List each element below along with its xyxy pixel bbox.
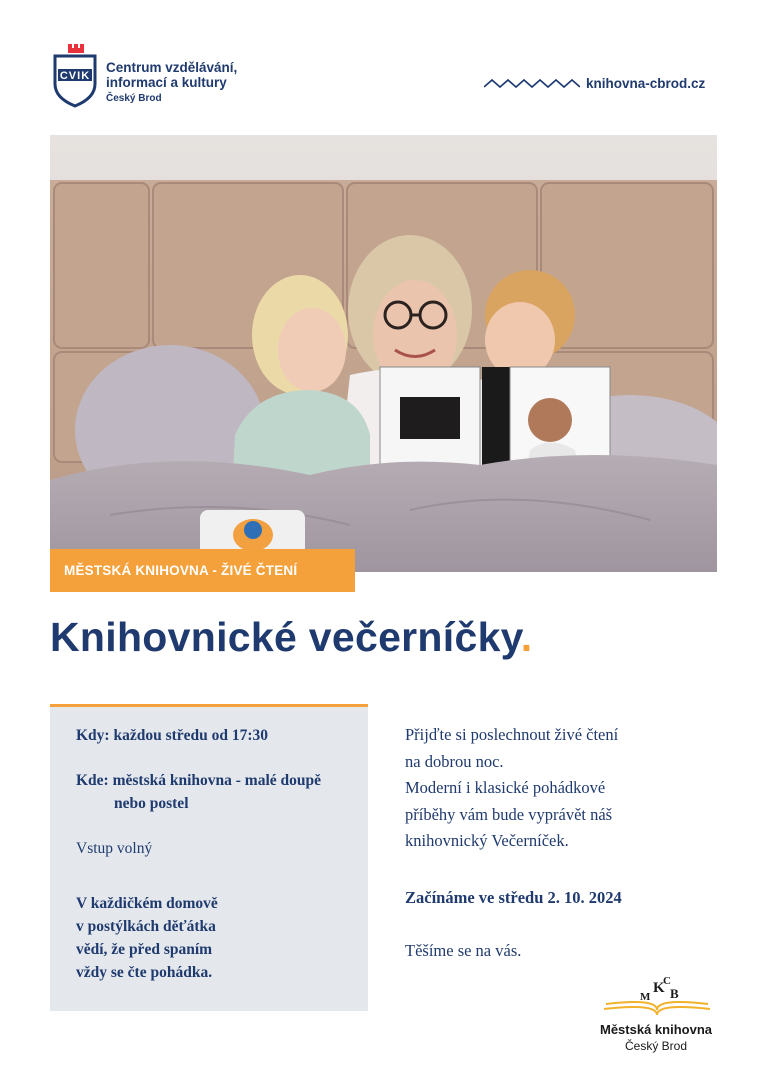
start-date: Začínáme ve středu 2. 10. 2024: [405, 888, 622, 907]
wave-decoration-icon: [484, 77, 580, 91]
description: [405, 722, 618, 855]
title-dot: .: [520, 614, 533, 660]
reading-photo: [50, 135, 717, 572]
category-tag: MĚSTSKÁ KNIHOVNA - ŽIVÉ ČTENÍ: [50, 549, 355, 592]
rhyme-line-1: V každičkém domově: [76, 895, 218, 912]
closing: Těšíme se na vás.: [405, 941, 522, 960]
svg-text:M: M: [640, 991, 651, 1003]
description-line-2: na dobrou noc.: [405, 751, 504, 771]
info-entry: Vstup volný: [76, 840, 153, 857]
org-name: [106, 60, 237, 106]
svg-text:C: C: [663, 975, 671, 987]
page-title: [50, 614, 532, 661]
svg-text:K: K: [653, 980, 665, 996]
description-line-1: Přijďte si poslechnout živé čtení: [405, 725, 619, 744]
description-line-5: knihovnický Večerníček.: [405, 831, 569, 850]
rhyme-line-4: vždy se čte pohádka.: [76, 964, 213, 981]
info-when: Kdy: každou středu od 17:30: [76, 727, 269, 744]
rhyme-line-2: v postýlkách děťátka: [76, 918, 216, 935]
info-where-line-2: nebo postel: [114, 795, 189, 812]
title-text: Knihovnické večerníčky: [50, 614, 521, 660]
library-city: Český Brod: [624, 1039, 688, 1053]
svg-text:CVIK: CVIK: [59, 70, 91, 82]
org-line-2: informací a kultury: [106, 75, 227, 90]
website-url[interactable]: knihovna-cbrod.cz: [586, 76, 706, 91]
rhyme-line-3: vědí, že před spaním: [76, 941, 213, 958]
description-line-3: Moderní i klasické pohádkové: [405, 778, 606, 797]
info-box: [50, 704, 368, 1011]
info-where-line-1: Kde: městská knihovna - malé doupě: [76, 772, 322, 789]
org-city: Český Brod: [106, 93, 162, 104]
description-line-4: příběhy vám bude vyprávět náš: [405, 804, 613, 824]
library-name: Městská knihovna: [600, 1022, 712, 1037]
website[interactable]: [484, 76, 705, 91]
cvik-logo: [52, 44, 98, 108]
svg-text:B: B: [670, 986, 679, 1001]
org-line-1: Centrum vzdělávání,: [106, 60, 238, 75]
